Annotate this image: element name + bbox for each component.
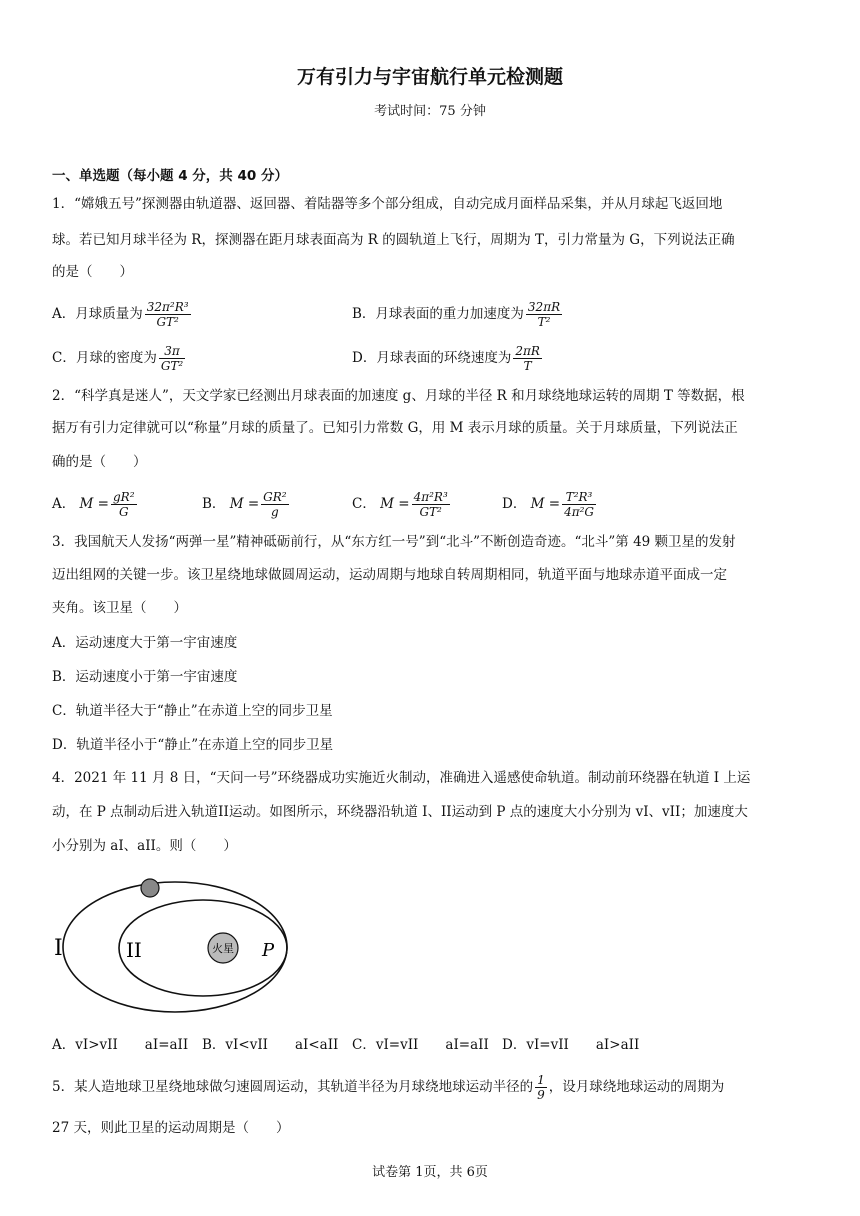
orbit-ii-label: II [126, 938, 142, 962]
section-heading: 一、单选题（每小题 4 分，共 40 分） [52, 168, 288, 184]
q1-option-d-numerator: 2πR [515, 344, 540, 358]
q1-option-a[interactable] [52, 300, 193, 329]
spacecraft-icon [141, 879, 159, 897]
q2-option-a-numerator: gR² [112, 490, 135, 504]
q2-option-d-fraction [562, 490, 596, 519]
q1-option-d[interactable] [352, 344, 544, 373]
point-p-label: P [262, 940, 275, 961]
q1-option-a-fraction [145, 300, 191, 329]
q4-stem-line2: 动，在 P 点制动后进入轨道II运动。如图所示，环绕器沿轨道 I、II运动到 P 点的速度大小分别为 vI、vII；加速度大 [52, 804, 748, 820]
q3-option-b[interactable]: B．运动速度小于第一宇宙速度 [52, 669, 238, 685]
q5-stem-line2: 27 天，则此卫星的运动周期是（ ） [52, 1120, 290, 1136]
q4-stem-line1: 4．2021 年 11 月 8 日，“天问一号”环绕器成功实施近火制动，准确进入遥感使命轨道。制动前环绕器在轨道 I 上运 [52, 770, 751, 786]
q2-option-c-fraction [412, 490, 450, 519]
q5-stem-text-a: 5．某人造地球卫星绕地球做匀速圆周运动，其轨道半径为月球绕地球运动半径的 [52, 1079, 534, 1095]
q2-option-d-denominator: 4π²G [564, 505, 594, 519]
q5-fraction [535, 1073, 547, 1102]
q1-option-c[interactable] [52, 344, 187, 373]
q1-option-d-denominator: T [523, 359, 532, 373]
q3-option-c[interactable]: C．轨道半径大于“静止”在赤道上空的同步卫星 [52, 703, 333, 719]
q2-option-d-text: D． [502, 496, 527, 512]
q2-option-d-lhs: M = [530, 496, 561, 512]
page-footer: 试卷第 1页，共 6页 [372, 1165, 488, 1180]
q1-option-d-fraction [513, 344, 542, 373]
q2-option-b-lhs: M = [229, 496, 260, 512]
q4-option-b[interactable]: B．vI<vII aI<aII [202, 1037, 339, 1053]
q2-option-d-numerator: T²R³ [562, 490, 596, 505]
q2-stem-line3: 确的是（ ） [52, 454, 147, 470]
q1-option-b[interactable] [352, 300, 564, 329]
q1-option-d-text: D．月球表面的环绕速度为 [352, 350, 512, 366]
q1-option-a-text: A．月球质量为 [52, 306, 143, 322]
q2-stem-line1: 2．“科学真是迷人”，天文学家已经测出月球表面的加速度 g、月球的半径 R 和月球绕地球运转的周期 T 等数据，根 [52, 388, 745, 404]
q1-option-a-numerator: 32π²R³ [146, 300, 189, 314]
q5-fraction-denominator: 9 [537, 1088, 545, 1102]
q2-option-c-text: C． [352, 496, 376, 512]
mars-label: 火星 [212, 942, 234, 955]
q1-option-c-numerator: 3π [159, 344, 185, 359]
exam-duration: 考试时间：75 分钟 [374, 104, 486, 119]
q1-option-b-fraction [526, 300, 562, 329]
q2-option-a-text: A． [52, 496, 76, 512]
q3-stem-line1: 3．我国航天人发扬“两弹一星”精神砥砺前行，从“东方红一号”到“北斗”不断创造奇迹。“北斗”第 49 颗卫星的发射 [52, 534, 736, 550]
q3-stem-line3: 夹角。该卫星（ ） [52, 600, 187, 616]
q2-option-c-denominator: GT² [419, 505, 442, 519]
q2-option-a-fraction [111, 490, 137, 519]
q5-stem-line1 [52, 1073, 812, 1102]
orbit-diagram [40, 870, 290, 1030]
orbit-i-label: I [54, 936, 63, 961]
q2-option-b-numerator: GR² [263, 490, 287, 504]
q1-stem-line1: 1．“嫦娥五号”探测器由轨道器、返回器、着陆器等多个部分组成，自动完成月面样品采集，并从月球起飞返回地 [52, 196, 723, 212]
q3-stem-line2: 迈出组网的关键一步。该卫星绕地球做圆周运动，运动周期与地球自转周期相同，轨道平面与地球赤道平面成一定 [52, 567, 727, 583]
q4-option-a[interactable]: A．vI>vII aI=aII [52, 1037, 189, 1053]
q3-option-a[interactable]: A．运动速度大于第一宇宙速度 [52, 635, 238, 651]
q2-stem-line2: 据万有引力定律就可以“称量”月球的质量了。已知引力常数 G，用 M 表示月球的质量。关于月球质量，下列说法正 [52, 420, 738, 436]
q4-option-d[interactable]: D．vI=vII aI>aII [502, 1037, 640, 1053]
q1-stem-line3: 的是（ ） [52, 264, 133, 280]
q1-option-b-denominator: T² [537, 315, 551, 329]
q2-option-c-lhs: M = [380, 496, 410, 512]
q2-option-c-numerator: 4π²R³ [413, 490, 448, 504]
q2-option-b-text: B． [202, 496, 226, 512]
q2-option-a-lhs: M = [79, 496, 109, 512]
q2-option-b[interactable] [202, 490, 291, 519]
q3-option-d[interactable]: D．轨道半径小于“静止”在赤道上空的同步卫星 [52, 737, 334, 753]
q2-option-d[interactable] [502, 490, 598, 519]
q5-stem-text-b: ，设月球绕地球运动的周期为 [548, 1079, 725, 1095]
q2-option-a-denominator: G [118, 505, 129, 519]
q1-option-b-numerator: 32πR [527, 300, 561, 314]
q5-fraction-numerator: 1 [537, 1073, 545, 1087]
page-title: 万有引力与宇宙航行单元检测题 [296, 66, 563, 88]
q1-option-c-denominator: GT² [160, 359, 184, 373]
q2-option-b-fraction [261, 490, 288, 519]
q1-option-b-text: B．月球表面的重力加速度为 [352, 306, 524, 322]
q2-option-b-denominator: g [271, 505, 279, 519]
q2-option-a[interactable] [52, 490, 139, 519]
q1-option-a-denominator: GT² [156, 315, 179, 329]
q4-option-c[interactable]: C．vI=vII aI=aII [352, 1037, 489, 1053]
q1-option-c-fraction [159, 344, 185, 373]
q2-option-c[interactable] [352, 490, 452, 519]
q1-option-c-text: C．月球的密度为 [52, 350, 157, 366]
q4-stem-line3: 小分别为 aI、aII。则（ ） [52, 838, 237, 854]
orbit-i [63, 882, 287, 1012]
q1-stem-line2: 球。若已知月球半径为 R，探测器在距月球表面高为 R 的圆轨道上飞行，周期为 T，引力常量为 G，下列说法正确 [52, 232, 735, 248]
